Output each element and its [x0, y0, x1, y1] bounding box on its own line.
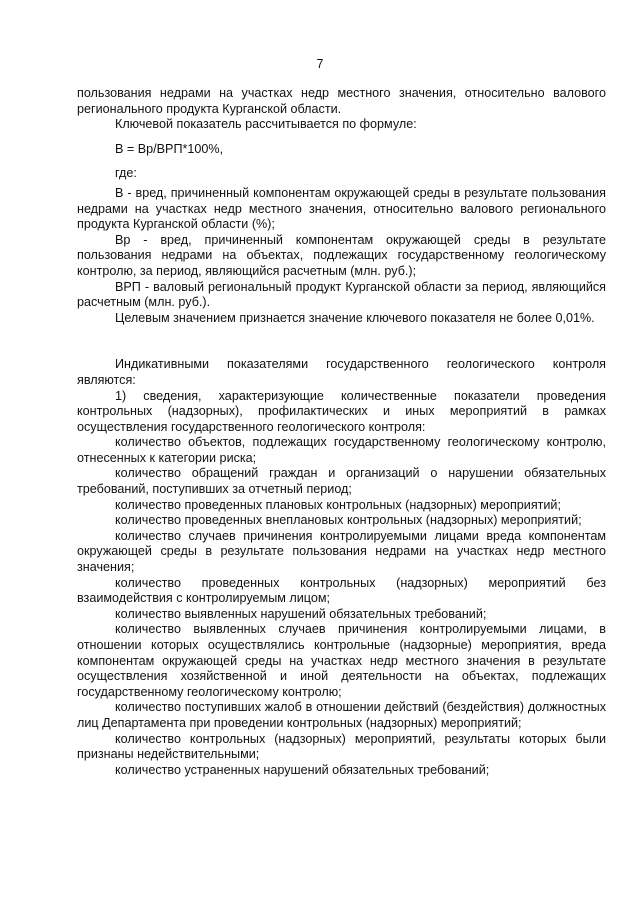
list-item: количество проведенных контрольных (надзорных) мероприятий без взаимодействия с контролируемым лицом; — [77, 575, 606, 606]
list-item: количество устраненных нарушений обязательных требований; — [115, 762, 490, 777]
paragraph-indicators-intro: Индикативными показателями государственного геологического контроля являются: — [77, 357, 606, 387]
list-item: количество выявленных нарушений обязательных требований; — [115, 606, 487, 621]
list-item: количество объектов, подлежащих государственному геологическому контролю, отнесенных к категории риска; — [77, 435, 606, 465]
definition-vrp: ВРП - валовый региональный продукт Курганской области за период, являющийся расчетным (млн. руб.). — [77, 279, 606, 310]
list-item: количество поступивших жалоб в отношении действий (бездействия) должностных лиц Департамента при проведении контрольных (надзорных) мероприятий; — [77, 700, 606, 730]
list-item: количество проведенных внеплановых контрольных (надзорных) мероприятий; — [115, 513, 582, 528]
list-item: количество контрольных (надзорных) мероприятий, результаты которых были признаны недействительными; — [77, 731, 606, 762]
definition-v: В - вред, причиненный компонентам окружающей среды в результате пользования недрами на участках недр местного значения, относительно валового регионального продукта Курганской области (%); — [77, 185, 606, 232]
paragraph-where: где: — [115, 166, 137, 181]
paragraph-continuation: пользования недрами на участках недр местного значения, относительно валового регионального продукта Курганской области. — [77, 86, 606, 116]
list-item: количество случаев причинения контролируемыми лицами вреда компонентам окружающей среды в результате пользования недрами на участках недр местного значения; — [77, 528, 606, 575]
list-item: 1) сведения, характеризующие количественные показатели проведения контрольных (надзорных), профилактических и иных мероприятий в рамках осуществления государственного геологического контроля: — [77, 388, 606, 434]
list-item: количество выявленных случаев причинения контролируемыми лицами, в отношении которых осуществлялись контрольные (надзорные) мероприятия, вреда компонентам окружающей среды на участках недр местного значения в результате осуществления хозяйственной и иной деятельности на объектах, подлежащих государственному геологическому контролю; — [77, 622, 606, 699]
document-body — [77, 86, 606, 778]
paragraph-formula-intro: Ключевой показатель рассчитывается по формуле: — [115, 117, 417, 132]
page-number: 7 — [316, 57, 324, 71]
paragraph-target-value: Целевым значением признается значение ключевого показателя не более 0,01%. — [115, 310, 595, 325]
formula: В = Вр/ВРП*100%, — [115, 141, 224, 156]
list-item: количество обращений граждан и организаций о нарушении обязательных требований, поступивших за отчетный период; — [77, 466, 606, 497]
list-item: количество проведенных плановых контрольных (надзорных) мероприятий; — [115, 497, 561, 512]
definition-vr: Вр - вред, причиненный компонентам окружающей среды в результате пользования недрами на объектах, подлежащих государственному геологическому контролю, за период, являющийся расчетным (млн. руб.); — [77, 232, 606, 278]
